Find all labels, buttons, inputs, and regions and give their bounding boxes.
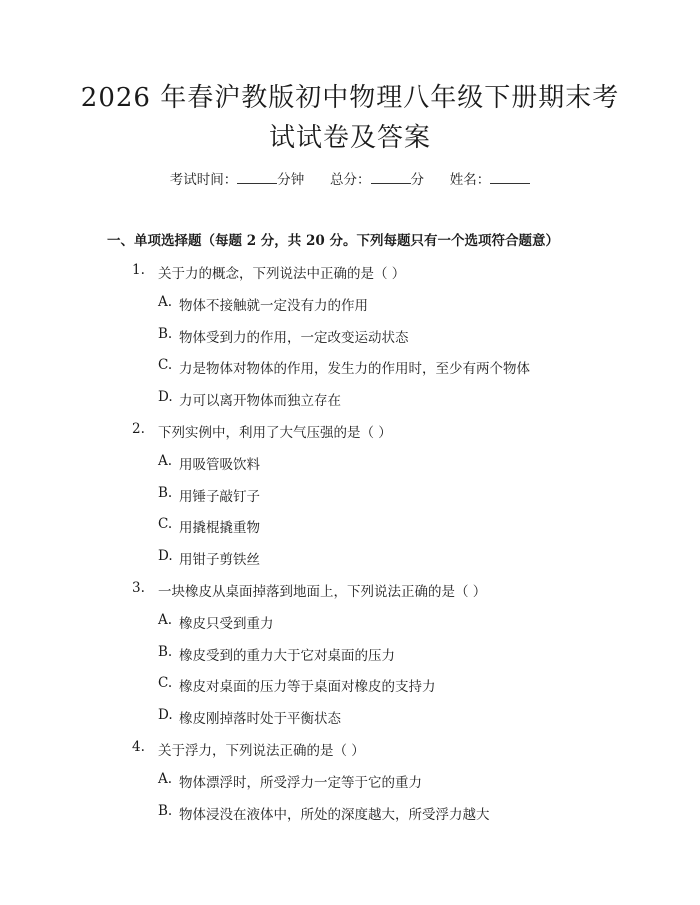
title-line-1: 2026 年春沪教版初中物理八年级下册期末考: [80, 83, 620, 113]
option-text: 力可以离开物体而独立存在: [179, 393, 341, 410]
option-letter: D.: [158, 389, 173, 406]
option-text: 物体浸没在液体中，所处的深度越大，所受浮力越大: [179, 806, 490, 823]
score-blank: [371, 169, 411, 184]
section-heading: 一、单项选择题（每题 2 分，共 20 分。下列每题只有一个选项符合题意）: [107, 233, 559, 249]
question-number: 4.: [132, 739, 145, 755]
page-title: [60, 78, 640, 158]
option-text: 橡皮刚掉落时处于平衡状态: [179, 711, 341, 728]
option-text: 物体漂浮时，所受浮力一定等于它的重力: [179, 774, 422, 791]
option-letter: B.: [158, 802, 173, 819]
question-text: 下列实例中，利用了大气压强的是（ ）: [158, 425, 392, 441]
option-letter: A.: [158, 770, 173, 787]
option-letter: B.: [158, 643, 173, 660]
question-text: 关于力的概念，下列说法中正确的是（ ）: [158, 266, 406, 282]
score-unit: 分: [410, 172, 424, 188]
option-letter: D.: [158, 707, 173, 724]
question-number: 1.: [132, 262, 145, 278]
option-text: 用吸管吸饮料: [179, 456, 260, 473]
option-letter: B.: [158, 325, 173, 342]
option-text: 物体受到力的作用，一定改变运动状态: [179, 329, 409, 346]
time-label: 考试时间：: [169, 172, 238, 188]
option-text: 物体不接触就一定没有力的作用: [179, 297, 368, 314]
option-letter: B.: [158, 484, 173, 501]
option-text: 橡皮受到的重力大于它对桌面的压力: [179, 647, 395, 664]
option-text: 力是物体对物体的作用，发生力的作用时，至少有两个物体: [179, 361, 530, 378]
option-letter: A.: [158, 611, 173, 628]
option-letter: A.: [158, 452, 173, 469]
question-number: 3.: [132, 580, 145, 596]
option-text: 用撬棍撬重物: [179, 520, 260, 537]
question-text: 关于浮力，下列说法正确的是（ ）: [158, 743, 365, 759]
time-unit: 分钟: [277, 172, 305, 188]
option-letter: D.: [158, 548, 173, 565]
question-number: 2.: [132, 421, 145, 437]
question-text: 一块橡皮从桌面掉落到地面上，下列说法正确的是（ ）: [158, 584, 487, 600]
name-blank: [490, 169, 530, 184]
option-letter: C.: [158, 675, 173, 692]
option-text: 用锤子敲钉子: [179, 488, 260, 505]
score-label: 总分：: [330, 172, 371, 188]
name-label: 姓名：: [449, 172, 491, 188]
option-text: 橡皮对桌面的压力等于桌面对橡皮的支持力: [179, 679, 436, 696]
option-text: 用钳子剪铁丝: [179, 552, 260, 569]
option-text: 橡皮只受到重力: [179, 615, 274, 632]
exam-info-line: [0, 168, 700, 188]
time-blank: [237, 169, 277, 184]
title-line-2: 试试卷及答案: [268, 123, 431, 153]
option-letter: A.: [158, 293, 173, 310]
option-letter: C.: [158, 516, 173, 533]
option-letter: C.: [158, 357, 173, 374]
